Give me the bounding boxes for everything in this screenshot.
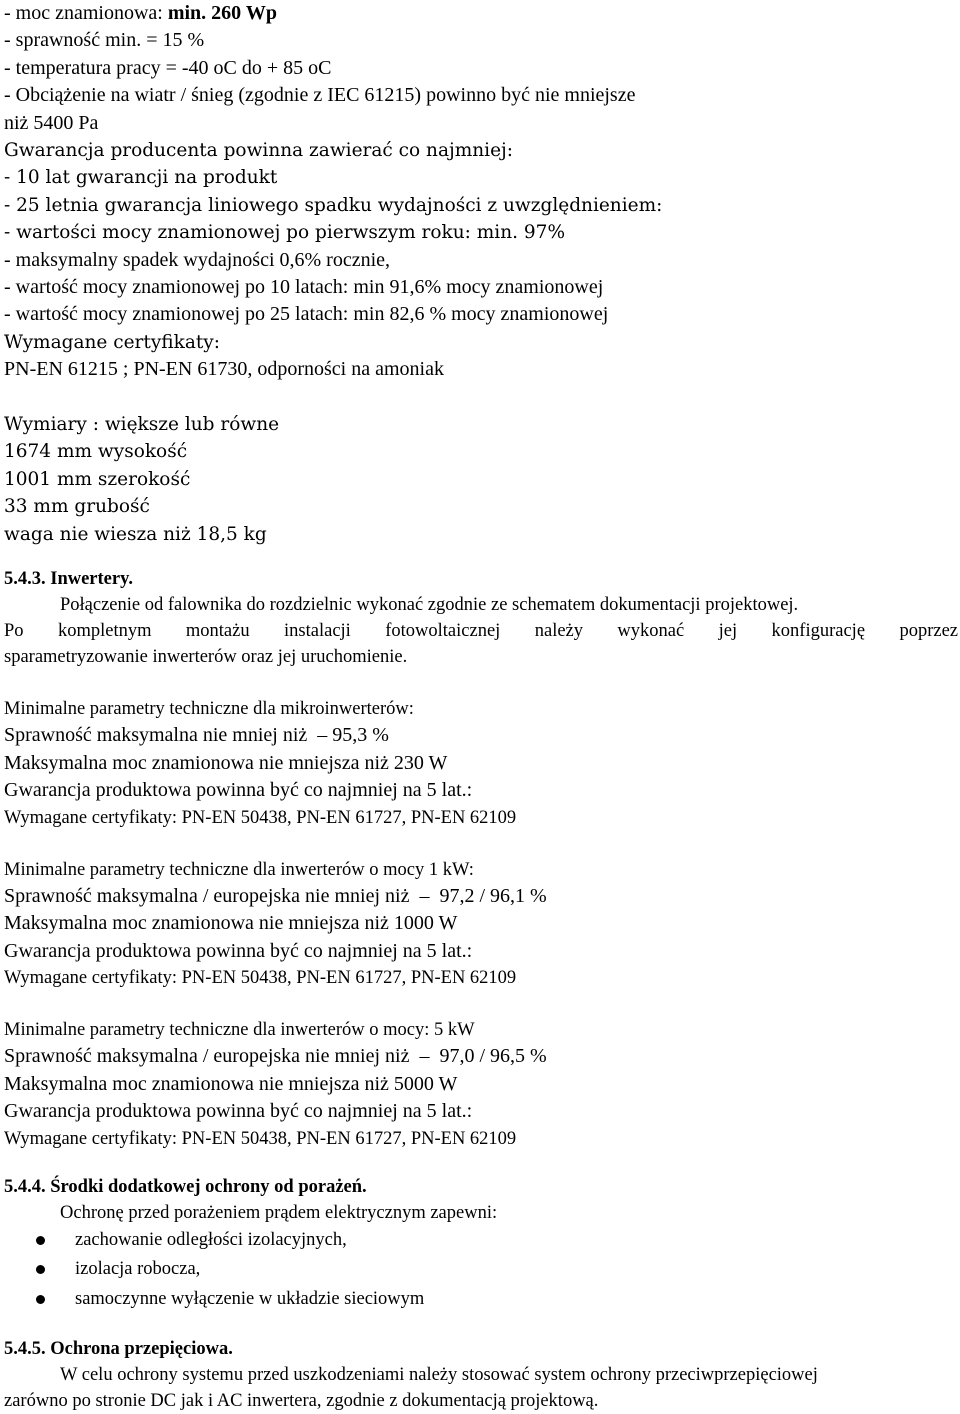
params-title: Minimalne parametry techniczne dla inwerterów o mocy: 5 kW — [4, 1020, 475, 1041]
spacer — [4, 1152, 958, 1174]
spacer — [4, 831, 958, 857]
dimension-width: 1001 mm szerokość — [4, 468, 191, 490]
paragraph-line: zarówno po stronie DC jak i AC inwertera, zgodnie z dokumentacją projektową. — [4, 1391, 599, 1412]
param-warranty: Gwarancja produktowa powinna być co najmniej na 5 lat.: — [4, 1100, 473, 1123]
param-certs: Wymagane certyfikaty: PN-EN 50438, PN-EN 61727, PN-EN 62109 — [4, 807, 517, 828]
section-inverters — [4, 566, 958, 1152]
list-item-text: zachowanie odległości izolacyjnych, — [75, 1229, 347, 1250]
paragraph — [4, 592, 958, 670]
dimension-weight: waga nie wiesza niż 18,5 kg — [4, 523, 267, 545]
dimension-thickness: 33 mm grubość — [4, 496, 150, 518]
param-efficiency: Sprawność maksymalna / europejska nie mniej niż – 97,2 / 96,1 % — [4, 884, 547, 907]
param-certs: Wymagane certyfikaty: PN-EN 50438, PN-EN 61727, PN-EN 62109 — [4, 968, 517, 989]
spec-line: Wymagane certyfikaty: — [4, 331, 220, 353]
paragraph-line: Po kompletnym montażu instalacji fotowoltaicznej należy wykonać jej konfigurację poprzez — [4, 621, 958, 642]
spacer — [4, 548, 958, 566]
dimensions-title: Wymiary : większe lub równe — [4, 414, 280, 436]
param-power: Maksymalna moc znamionowa nie mniejsza niż 230 W — [4, 751, 448, 774]
spec-line: - maksymalny spadek wydajności 0,6% rocznie, — [4, 248, 391, 271]
list-item-text: samoczynne wyłączenie w układzie sieciowym — [75, 1288, 425, 1309]
param-efficiency: Sprawność maksymalna / europejska nie mniej niż – 97,0 / 96,5 % — [4, 1045, 547, 1068]
list-item — [4, 1255, 958, 1285]
spec-label: - moc znamionowa: — [4, 2, 168, 24]
spec-line: - Obciążenie na wiatr / śnieg (zgodnie z IEC 61215) powinno być nie mniejsze — [4, 84, 636, 107]
section-heading: 5.4.4. Środki dodatkowej ochrony od porażeń. — [4, 1176, 367, 1197]
bullet-icon — [36, 1236, 45, 1245]
list-item — [4, 1285, 958, 1315]
paragraph-line: sparametryzowanie inwerterów oraz jej uruchomienie. — [4, 647, 408, 668]
spacer — [4, 1314, 958, 1336]
dimensions-block — [4, 411, 958, 548]
dimension-height: 1674 mm wysokość — [4, 441, 188, 463]
spec-value: min. 260 Wp — [167, 2, 277, 24]
bullet-list — [4, 1226, 958, 1315]
list-item — [4, 1226, 958, 1256]
paragraph: Ochronę przed porażeniem prądem elektrycznym zapewni: — [60, 1202, 498, 1223]
module-specs — [4, 0, 958, 384]
spec-line: niż 5400 Pa — [4, 111, 99, 134]
spacer — [4, 670, 958, 696]
section-shock-protection — [4, 1174, 958, 1315]
document-page — [4, 0, 958, 1414]
spacer — [4, 991, 958, 1017]
inverter-1kw-params — [4, 857, 958, 992]
param-certs: Wymagane certyfikaty: PN-EN 50438, PN-EN 61727, PN-EN 62109 — [4, 1128, 517, 1149]
section-heading: 5.4.5. Ochrona przepięciowa. — [4, 1339, 233, 1360]
spec-line: - wartość mocy znamionowej po 25 latach: min 82,6 % mocy znamionowej — [4, 303, 609, 326]
spec-line — [4, 0, 958, 27]
bullet-icon — [36, 1265, 45, 1274]
param-efficiency: Sprawność maksymalna nie mniej niż – 95,3 % — [4, 724, 389, 747]
spec-line: - wartość mocy znamionowej po 10 latach: min 91,6% mocy znamionowej — [4, 276, 604, 299]
spec-line: PN-EN 61215 ; PN-EN 61730, odporności na amoniak — [4, 358, 444, 381]
spec-line: - wartości mocy znamionowej po pierwszym roku: min. 97% — [4, 222, 566, 244]
param-power: Maksymalna moc znamionowa nie mniejsza niż 5000 W — [4, 1072, 458, 1095]
spec-line: - sprawność min. = 15 % — [4, 29, 205, 52]
micro-inverter-params — [4, 696, 958, 831]
params-title: Minimalne parametry techniczne dla inwerterów o mocy 1 kW: — [4, 859, 474, 880]
paragraph-line: W celu ochrony systemu przed uszkodzeniami należy stosować system ochrony przeciwprzepięciowej — [60, 1365, 818, 1386]
spacer — [4, 384, 958, 411]
param-warranty: Gwarancja produktowa powinna być co najmniej na 5 lat.: — [4, 939, 473, 962]
spec-line: - 10 lat gwarancji na produkt — [4, 167, 278, 189]
params-title: Minimalne parametry techniczne dla mikroinwerterów: — [4, 699, 414, 720]
spec-line: - 25 letnia gwarancja liniowego spadku wydajności z uwzględnieniem: — [4, 194, 663, 216]
paragraph-line: Połączenie od falownika do rozdzielnic wykonać zgodnie ze schematem dokumentacji projektowej. — [60, 595, 799, 616]
inverter-5kw-params — [4, 1017, 958, 1152]
section-surge-protection — [4, 1336, 958, 1414]
param-warranty: Gwarancja produktowa powinna być co najmniej na 5 lat.: — [4, 779, 473, 802]
spec-line: - temperatura pracy = -40 oC do + 85 oC — [4, 56, 332, 79]
bullet-icon — [36, 1295, 45, 1304]
list-item-text: izolacja robocza, — [75, 1259, 201, 1280]
spec-line: Gwarancja producenta powinna zawierać co najmniej: — [4, 140, 514, 162]
param-power: Maksymalna moc znamionowa nie mniejsza niż 1000 W — [4, 912, 458, 935]
section-heading: 5.4.3. Inwertery. — [4, 569, 133, 590]
